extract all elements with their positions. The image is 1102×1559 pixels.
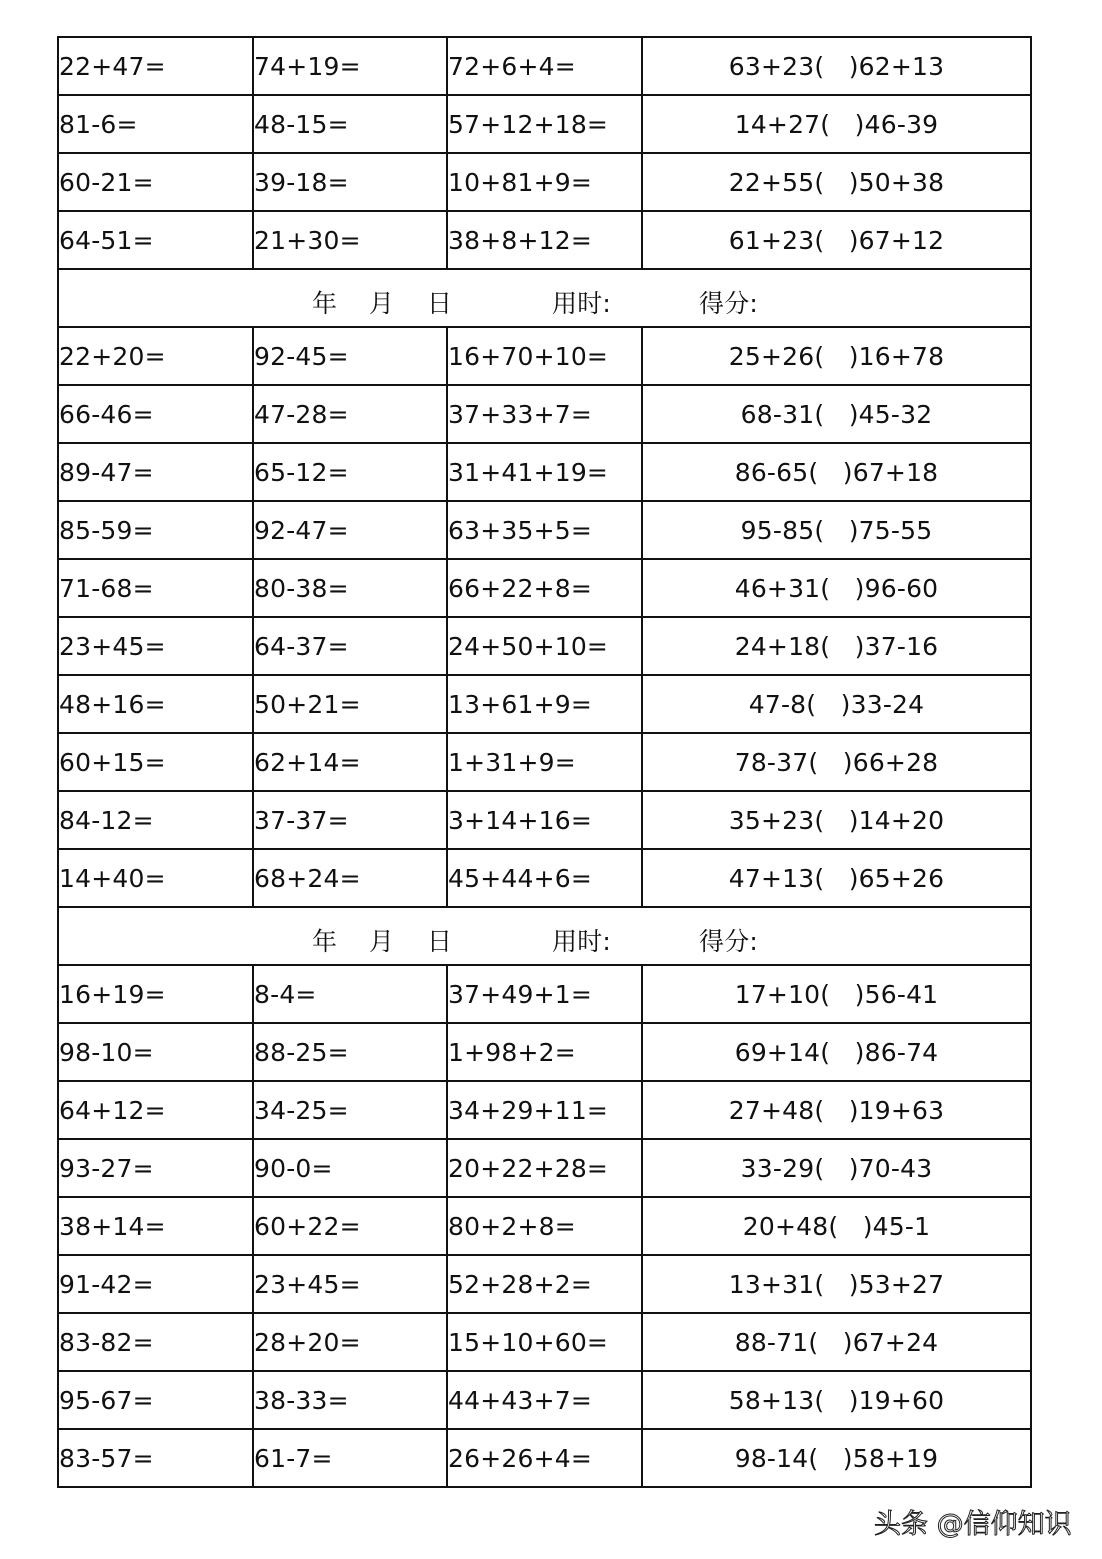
arithmetic-problem-cell: 65-12= [253, 443, 447, 501]
arithmetic-problem-cell: 92-45= [253, 327, 447, 385]
problem-row [58, 1429, 1031, 1487]
comparison-problem-cell: 86-65( )67+18 [642, 443, 1031, 501]
arithmetic-problem-cell: 1+31+9= [447, 733, 642, 791]
problem-row [58, 153, 1031, 211]
arithmetic-problem-cell: 63+35+5= [447, 501, 642, 559]
watermark: 头条 @信仰知识 [874, 1509, 1072, 1540]
year-label: 年 [312, 927, 338, 956]
arithmetic-problem-cell: 80+2+8= [447, 1197, 642, 1255]
arithmetic-problem-cell: 39-18= [253, 153, 447, 211]
problem-row [58, 385, 1031, 443]
arithmetic-problem-cell: 1+98+2= [447, 1023, 642, 1081]
problem-row [58, 1023, 1031, 1081]
comparison-problem-cell: 58+13( )19+60 [642, 1371, 1031, 1429]
comparison-problem-cell: 33-29( )70-43 [642, 1139, 1031, 1197]
comparison-problem-cell: 68-31( )45-32 [642, 385, 1031, 443]
arithmetic-problem-cell: 26+26+4= [447, 1429, 642, 1487]
arithmetic-problem-cell: 52+28+2= [447, 1255, 642, 1313]
arithmetic-problem-cell: 72+6+4= [447, 37, 642, 95]
arithmetic-problem-cell: 37+49+1= [447, 965, 642, 1023]
arithmetic-problem-cell: 98-10= [58, 1023, 253, 1081]
arithmetic-problem-cell: 16+19= [58, 965, 253, 1023]
arithmetic-problem-cell: 37+33+7= [447, 385, 642, 443]
arithmetic-problem-cell: 38-33= [253, 1371, 447, 1429]
problem-row [58, 443, 1031, 501]
arithmetic-problem-cell: 13+61+9= [447, 675, 642, 733]
arithmetic-problem-cell: 28+20= [253, 1313, 447, 1371]
problem-row [58, 1255, 1031, 1313]
month-label: 月 [369, 927, 395, 956]
day-label: 日 [427, 289, 453, 318]
arithmetic-problem-cell: 34-25= [253, 1081, 447, 1139]
problem-row [58, 1081, 1031, 1139]
problem-row [58, 501, 1031, 559]
arithmetic-problem-cell: 44+43+7= [447, 1371, 642, 1429]
comparison-problem-cell: 27+48( )19+63 [642, 1081, 1031, 1139]
comparison-problem-cell: 24+18( )37-16 [642, 617, 1031, 675]
comparison-problem-cell: 35+23( )14+20 [642, 791, 1031, 849]
problem-row [58, 327, 1031, 385]
arithmetic-problem-cell: 8-4= [253, 965, 447, 1023]
day-label: 日 [427, 927, 453, 956]
arithmetic-problem-cell: 24+50+10= [447, 617, 642, 675]
problem-row [58, 849, 1031, 907]
arithmetic-problem-cell: 85-59= [58, 501, 253, 559]
arithmetic-problem-cell: 81-6= [58, 95, 253, 153]
arithmetic-problem-cell: 60-21= [58, 153, 253, 211]
math-worksheet-table [57, 36, 1032, 1488]
arithmetic-problem-cell: 3+14+16= [447, 791, 642, 849]
arithmetic-problem-cell: 38+8+12= [447, 211, 642, 269]
arithmetic-problem-cell: 60+15= [58, 733, 253, 791]
worksheet [57, 36, 1030, 1488]
comparison-problem-cell: 88-71( )67+24 [642, 1313, 1031, 1371]
problem-row [58, 965, 1031, 1023]
arithmetic-problem-cell: 60+22= [253, 1197, 447, 1255]
arithmetic-problem-cell: 89-47= [58, 443, 253, 501]
time-used-label: 用时: [552, 927, 612, 956]
arithmetic-problem-cell: 66-46= [58, 385, 253, 443]
arithmetic-problem-cell: 16+70+10= [447, 327, 642, 385]
score-label: 得分: [699, 289, 759, 318]
time-used-label: 用时: [552, 289, 612, 318]
comparison-problem-cell: 14+27( )46-39 [642, 95, 1031, 153]
arithmetic-problem-cell: 68+24= [253, 849, 447, 907]
arithmetic-problem-cell: 83-82= [58, 1313, 253, 1371]
arithmetic-problem-cell: 47-28= [253, 385, 447, 443]
arithmetic-problem-cell: 61-7= [253, 1429, 447, 1487]
problem-row [58, 1313, 1031, 1371]
comparison-problem-cell: 78-37( )66+28 [642, 733, 1031, 791]
problem-row [58, 675, 1031, 733]
date-time-score-row [58, 269, 1031, 327]
year-label: 年 [312, 289, 338, 318]
arithmetic-problem-cell: 23+45= [253, 1255, 447, 1313]
comparison-problem-cell: 61+23( )67+12 [642, 211, 1031, 269]
problem-row [58, 95, 1031, 153]
arithmetic-problem-cell: 14+40= [58, 849, 253, 907]
arithmetic-problem-cell: 31+41+19= [447, 443, 642, 501]
date-time-score-row [58, 907, 1031, 965]
arithmetic-problem-cell: 10+81+9= [447, 153, 642, 211]
comparison-problem-cell: 22+55( )50+38 [642, 153, 1031, 211]
arithmetic-problem-cell: 20+22+28= [447, 1139, 642, 1197]
arithmetic-problem-cell: 64-51= [58, 211, 253, 269]
arithmetic-problem-cell: 74+19= [253, 37, 447, 95]
problem-row [58, 791, 1031, 849]
arithmetic-problem-cell: 22+20= [58, 327, 253, 385]
arithmetic-problem-cell: 50+21= [253, 675, 447, 733]
comparison-problem-cell: 46+31( )96-60 [642, 559, 1031, 617]
score-label: 得分: [699, 927, 759, 956]
arithmetic-problem-cell: 88-25= [253, 1023, 447, 1081]
problem-row [58, 1139, 1031, 1197]
comparison-problem-cell: 13+31( )53+27 [642, 1255, 1031, 1313]
arithmetic-problem-cell: 62+14= [253, 733, 447, 791]
arithmetic-problem-cell: 45+44+6= [447, 849, 642, 907]
arithmetic-problem-cell: 21+30= [253, 211, 447, 269]
arithmetic-problem-cell: 66+22+8= [447, 559, 642, 617]
header-cell [58, 269, 1031, 327]
arithmetic-problem-cell: 22+47= [58, 37, 253, 95]
problem-row [58, 211, 1031, 269]
comparison-problem-cell: 63+23( )62+13 [642, 37, 1031, 95]
arithmetic-problem-cell: 48+16= [58, 675, 253, 733]
problem-row [58, 559, 1031, 617]
comparison-problem-cell: 98-14( )58+19 [642, 1429, 1031, 1487]
arithmetic-problem-cell: 64+12= [58, 1081, 253, 1139]
comparison-problem-cell: 25+26( )16+78 [642, 327, 1031, 385]
comparison-problem-cell: 47-8( )33-24 [642, 675, 1031, 733]
arithmetic-problem-cell: 84-12= [58, 791, 253, 849]
arithmetic-problem-cell: 38+14= [58, 1197, 253, 1255]
arithmetic-problem-cell: 34+29+11= [447, 1081, 642, 1139]
arithmetic-problem-cell: 15+10+60= [447, 1313, 642, 1371]
arithmetic-problem-cell: 95-67= [58, 1371, 253, 1429]
comparison-problem-cell: 95-85( )75-55 [642, 501, 1031, 559]
arithmetic-problem-cell: 23+45= [58, 617, 253, 675]
arithmetic-problem-cell: 48-15= [253, 95, 447, 153]
arithmetic-problem-cell: 80-38= [253, 559, 447, 617]
arithmetic-problem-cell: 92-47= [253, 501, 447, 559]
problem-row [58, 1371, 1031, 1429]
month-label: 月 [369, 289, 395, 318]
problem-row [58, 1197, 1031, 1255]
arithmetic-problem-cell: 90-0= [253, 1139, 447, 1197]
arithmetic-problem-cell: 71-68= [58, 559, 253, 617]
comparison-problem-cell: 47+13( )65+26 [642, 849, 1031, 907]
problem-row [58, 733, 1031, 791]
arithmetic-problem-cell: 64-37= [253, 617, 447, 675]
arithmetic-problem-cell: 93-27= [58, 1139, 253, 1197]
arithmetic-problem-cell: 91-42= [58, 1255, 253, 1313]
problem-row [58, 37, 1031, 95]
problem-row [58, 617, 1031, 675]
comparison-problem-cell: 69+14( )86-74 [642, 1023, 1031, 1081]
arithmetic-problem-cell: 37-37= [253, 791, 447, 849]
comparison-problem-cell: 20+48( )45-1 [642, 1197, 1031, 1255]
comparison-problem-cell: 17+10( )56-41 [642, 965, 1031, 1023]
header-cell [58, 907, 1031, 965]
arithmetic-problem-cell: 57+12+18= [447, 95, 642, 153]
arithmetic-problem-cell: 83-57= [58, 1429, 253, 1487]
